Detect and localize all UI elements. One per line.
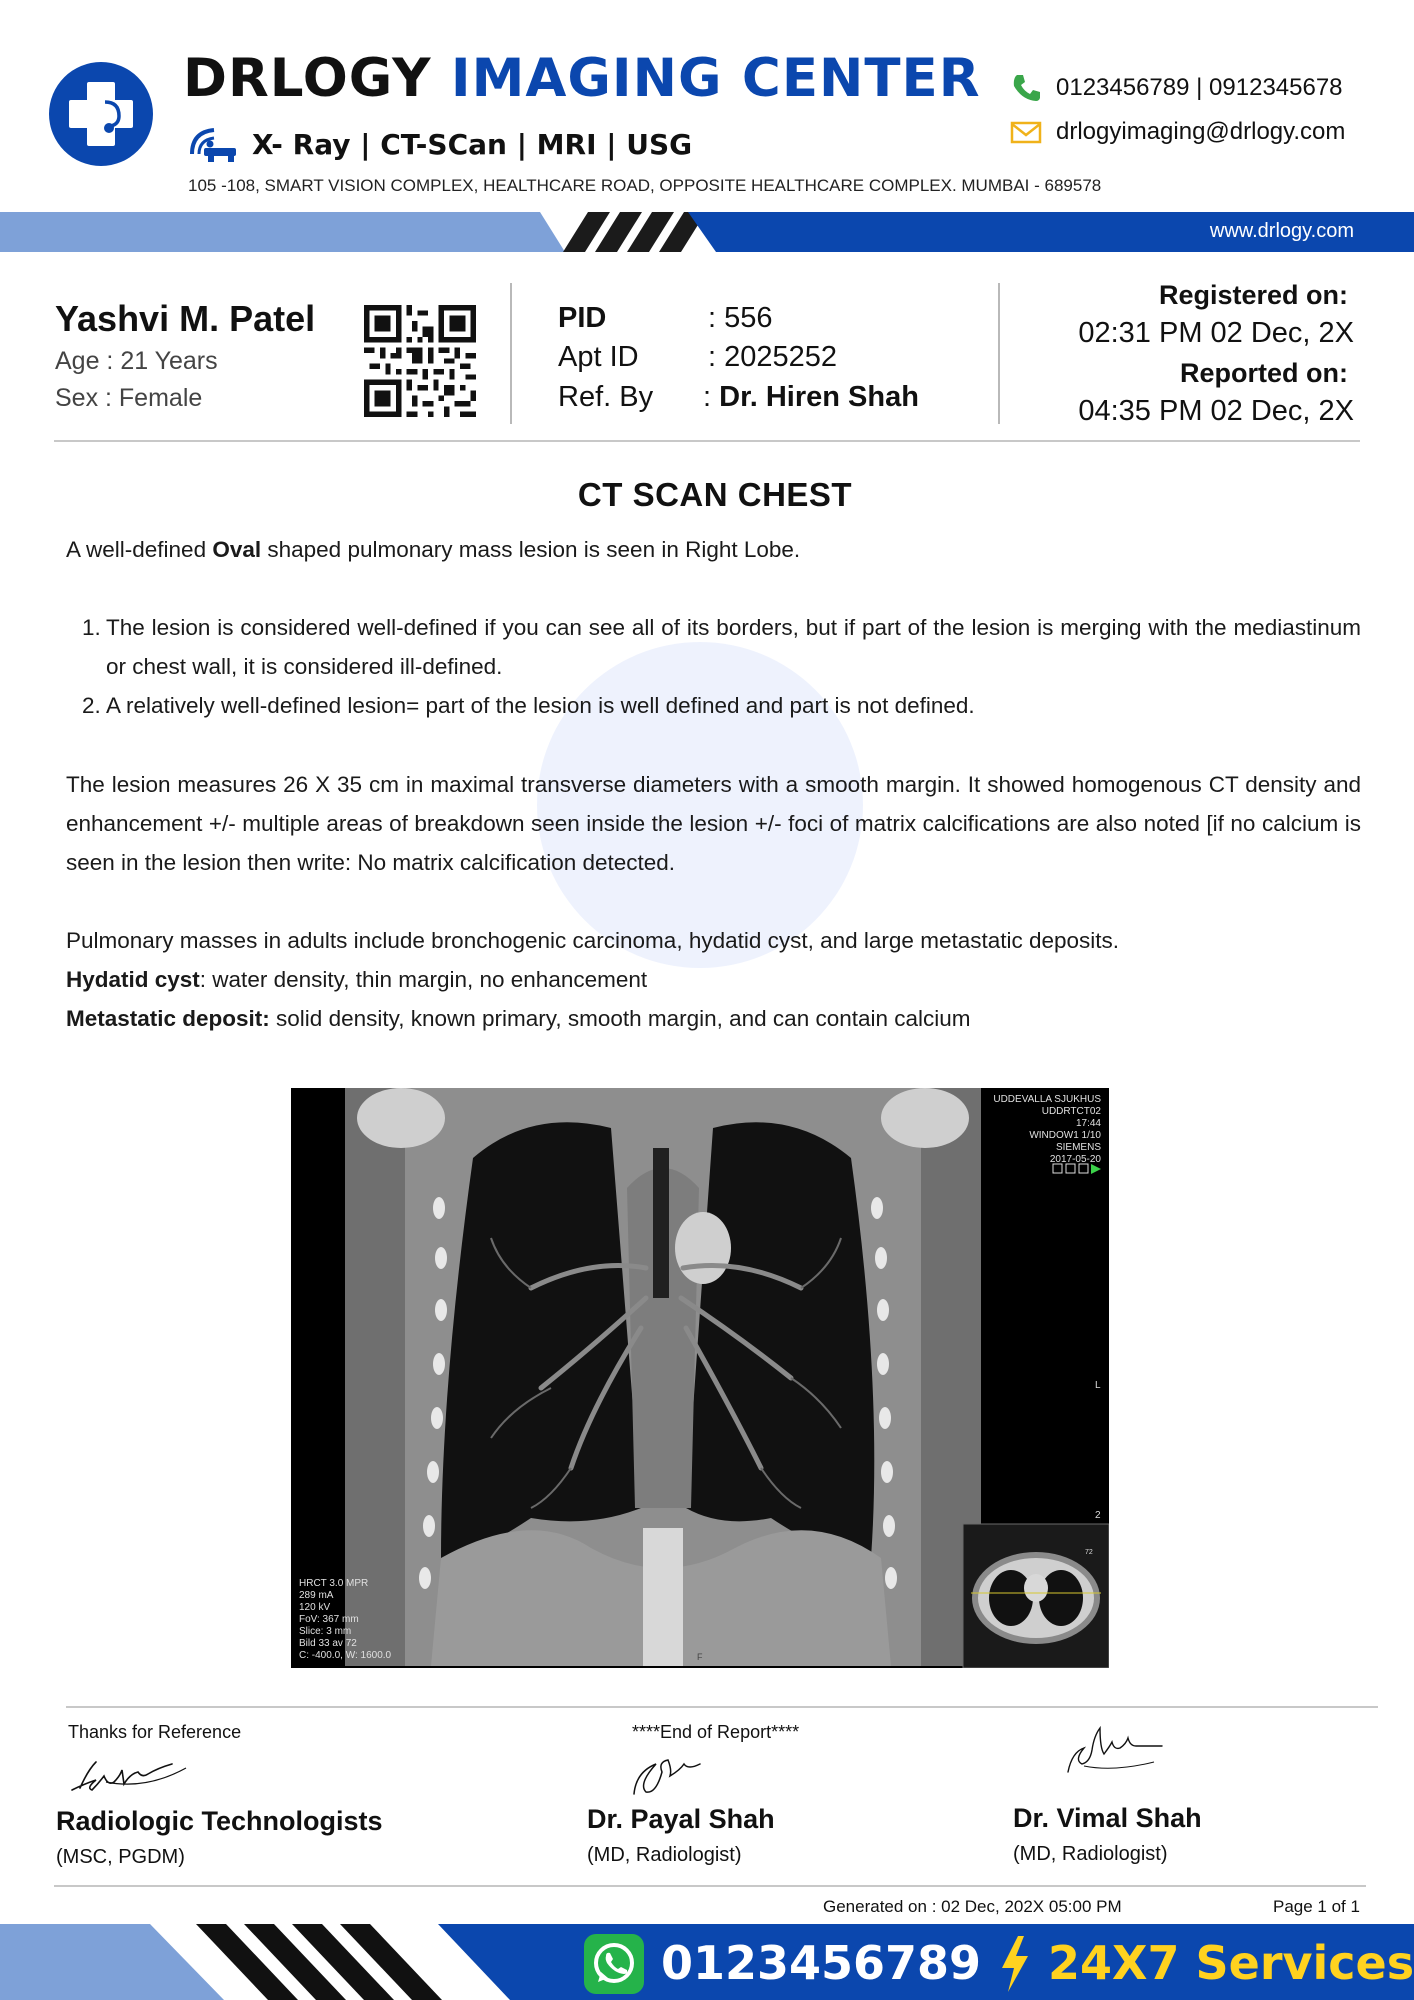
ref-doctor: Dr. Hiren Shah — [719, 381, 919, 413]
ct-param-line: Slice: 3 mm — [299, 1626, 352, 1637]
apt-row — [558, 341, 837, 374]
list-text: The lesion is considered well-defined if you can see all of its borders, but if part of the lesion is merging with the mediastinum or chest wall, it is considered ill-defined. — [106, 615, 1361, 679]
payal-shah-signature — [626, 1744, 716, 1800]
ct-param-line: 289 mA — [299, 1590, 334, 1601]
hydatid-cyst-line — [66, 960, 1361, 999]
pulmonary-masses: Pulmonary masses in adults include bronchogenic carcinoma, hydatid cyst, and large metastatic deposits. — [66, 928, 1120, 953]
thanks-note: Thanks for Reference — [68, 1722, 242, 1742]
doctor-degree: (MD, Radiologist) — [587, 1844, 742, 1866]
list-item — [82, 686, 1361, 725]
hydatid-text: : water density, thin margin, no enhancement — [199, 967, 648, 992]
apt-value: : 2025252 — [708, 341, 838, 373]
report-intro — [66, 530, 1361, 569]
divider — [54, 440, 1360, 442]
intro-bold: Oval — [212, 537, 262, 562]
services-24x7: 24X7 Services — [1048, 1936, 1414, 1990]
ct-marker-2: 2 — [1095, 1510, 1101, 1521]
reported-value: 04:35 PM 02 Dec, 2X — [1078, 395, 1354, 427]
page-number: Page 1 of 1 — [1273, 1897, 1360, 1916]
phone-icon — [1010, 72, 1042, 104]
ct-marker-f: F — [697, 1652, 703, 1662]
patient-name: Yashvi M. Patel — [55, 298, 316, 339]
ref-label: Ref. By — [558, 381, 654, 413]
list-number: 1. — [82, 615, 101, 640]
ct-params-overlay — [299, 1578, 391, 1662]
phone-numbers: 0123456789 | 0912345678 — [1056, 74, 1343, 101]
ref-row — [558, 381, 919, 414]
technologist-name: Radiologic Technologists — [56, 1806, 383, 1836]
ref-colon: : — [703, 381, 712, 413]
ct-info-line: UDDEVALLA SJUKHUS — [993, 1094, 1101, 1105]
reported-label: Reported on: — [1180, 358, 1348, 388]
intro-text: A well-defined — [66, 537, 213, 562]
metastatic-label: Metastatic deposit: — [66, 1006, 270, 1031]
vimal-shah-signature — [1054, 1720, 1164, 1786]
ct-param-line: 120 kV — [299, 1602, 331, 1613]
ct-info-line: WINDOW1 1/10 — [1029, 1130, 1101, 1141]
ct-marker-l: L — [1095, 1380, 1101, 1391]
end-of-report: ****End of Report**** — [632, 1722, 800, 1742]
registered-value: 02:31 PM 02 Dec, 2X — [1078, 317, 1354, 349]
address: 105 -108, SMART VISION COMPLEX, HEALTHCARE ROAD, OPPOSITE HEALTHCARE COMPLEX. MUMBAI - 689578 — [188, 176, 1102, 195]
doctor-degree: (MD, Radiologist) — [1013, 1843, 1168, 1865]
patient-sex: Sex : Female — [55, 384, 203, 412]
ct-param-line: FoV: 367 mm — [299, 1614, 359, 1625]
registered-label: Registered on: — [1158, 280, 1348, 310]
divider — [66, 1706, 1378, 1708]
metastatic-text: solid density, known primary, smooth margin, and can contain calcium — [269, 1006, 971, 1031]
services-text: X- Ray | CT-SCan | MRI | USG — [252, 127, 693, 161]
ct-param-line: HRCT 3.0 MPR — [299, 1578, 369, 1589]
website-link[interactable]: www.drlogy.com — [1209, 220, 1354, 242]
logo-icon — [49, 62, 153, 166]
patient-age: Age : 21 Years — [55, 347, 218, 375]
brand-part2: IMAGING CENTER — [450, 48, 981, 109]
doctor-name: Dr. Payal Shah — [587, 1804, 775, 1834]
list-number: 2. — [82, 693, 101, 718]
logo — [49, 62, 153, 166]
ct-info-line: 2017-05-20 — [1049, 1154, 1101, 1165]
apt-label: Apt ID — [558, 341, 639, 373]
ct-param-line: C: -400.0, W: 1600.0 — [299, 1650, 392, 1661]
ct-info-line: UDDRTCT02 — [1041, 1106, 1101, 1117]
mail-icon — [1010, 116, 1042, 148]
divider — [998, 283, 1000, 424]
ct-info-line: 17:44 — [1075, 1118, 1101, 1129]
technologist-signature — [66, 1752, 196, 1798]
whatsapp-icon[interactable] — [584, 1934, 644, 1994]
ct-info-line: SIEMENS — [1055, 1142, 1101, 1153]
qr-code[interactable] — [364, 305, 476, 417]
ct-scan-graphic — [291, 1088, 1109, 1668]
doctor-name: Dr. Vimal Shah — [1013, 1803, 1202, 1833]
xray-machine-icon — [188, 124, 240, 164]
lightning-icon — [998, 1936, 1032, 1992]
pid-label: PID — [558, 302, 607, 334]
ct-info-overlay — [993, 1094, 1101, 1166]
generated-timestamp: Generated on : 02 Dec, 202X 05:00 PM — [823, 1897, 1122, 1916]
brand-title — [183, 48, 981, 109]
email-contact[interactable] — [1010, 116, 1345, 148]
divider — [54, 1885, 1366, 1887]
lesion-measurement: The lesion measures 26 X 35 cm in maximal transverse diameters with a smooth margin. It showed homogenous CT density and enhancement +/- multiple areas of breakdown seen inside the lesion +/- foci of matrix calcifications are also noted [if no calcium is seen in the lesion then write: No matrix calcification detected. — [66, 772, 1361, 875]
ct-param-line: Bild 33 av 72 — [299, 1638, 357, 1649]
ct-marker-72: 72 — [1085, 1549, 1093, 1556]
technologist-degree: (MSC, PGDM) — [56, 1846, 185, 1868]
report-title: CT SCAN CHEST — [577, 476, 853, 513]
email-address: drlogyimaging@drlogy.com — [1056, 118, 1346, 145]
hydatid-label: Hydatid cyst — [66, 967, 200, 992]
pid-value: : 556 — [708, 302, 773, 334]
banner-graphic — [0, 212, 1414, 252]
brand-part1: DRLOGY — [183, 48, 432, 109]
services-line — [188, 124, 692, 164]
list-item — [82, 608, 1361, 686]
divider — [510, 283, 512, 424]
phone-contact[interactable] — [1010, 72, 1343, 104]
ct-scan-image[interactable] — [291, 1088, 1109, 1668]
whatsapp-number[interactable]: 0123456789 — [661, 1936, 982, 1990]
pid-row — [558, 302, 773, 335]
list-text: A relatively well-defined lesion= part of the lesion is well defined and part is not defined. — [106, 693, 975, 718]
metastatic-line — [66, 999, 1361, 1038]
header-banner — [0, 212, 1414, 252]
intro-text-end: shaped pulmonary mass lesion is seen in Right Lobe. — [261, 537, 801, 562]
